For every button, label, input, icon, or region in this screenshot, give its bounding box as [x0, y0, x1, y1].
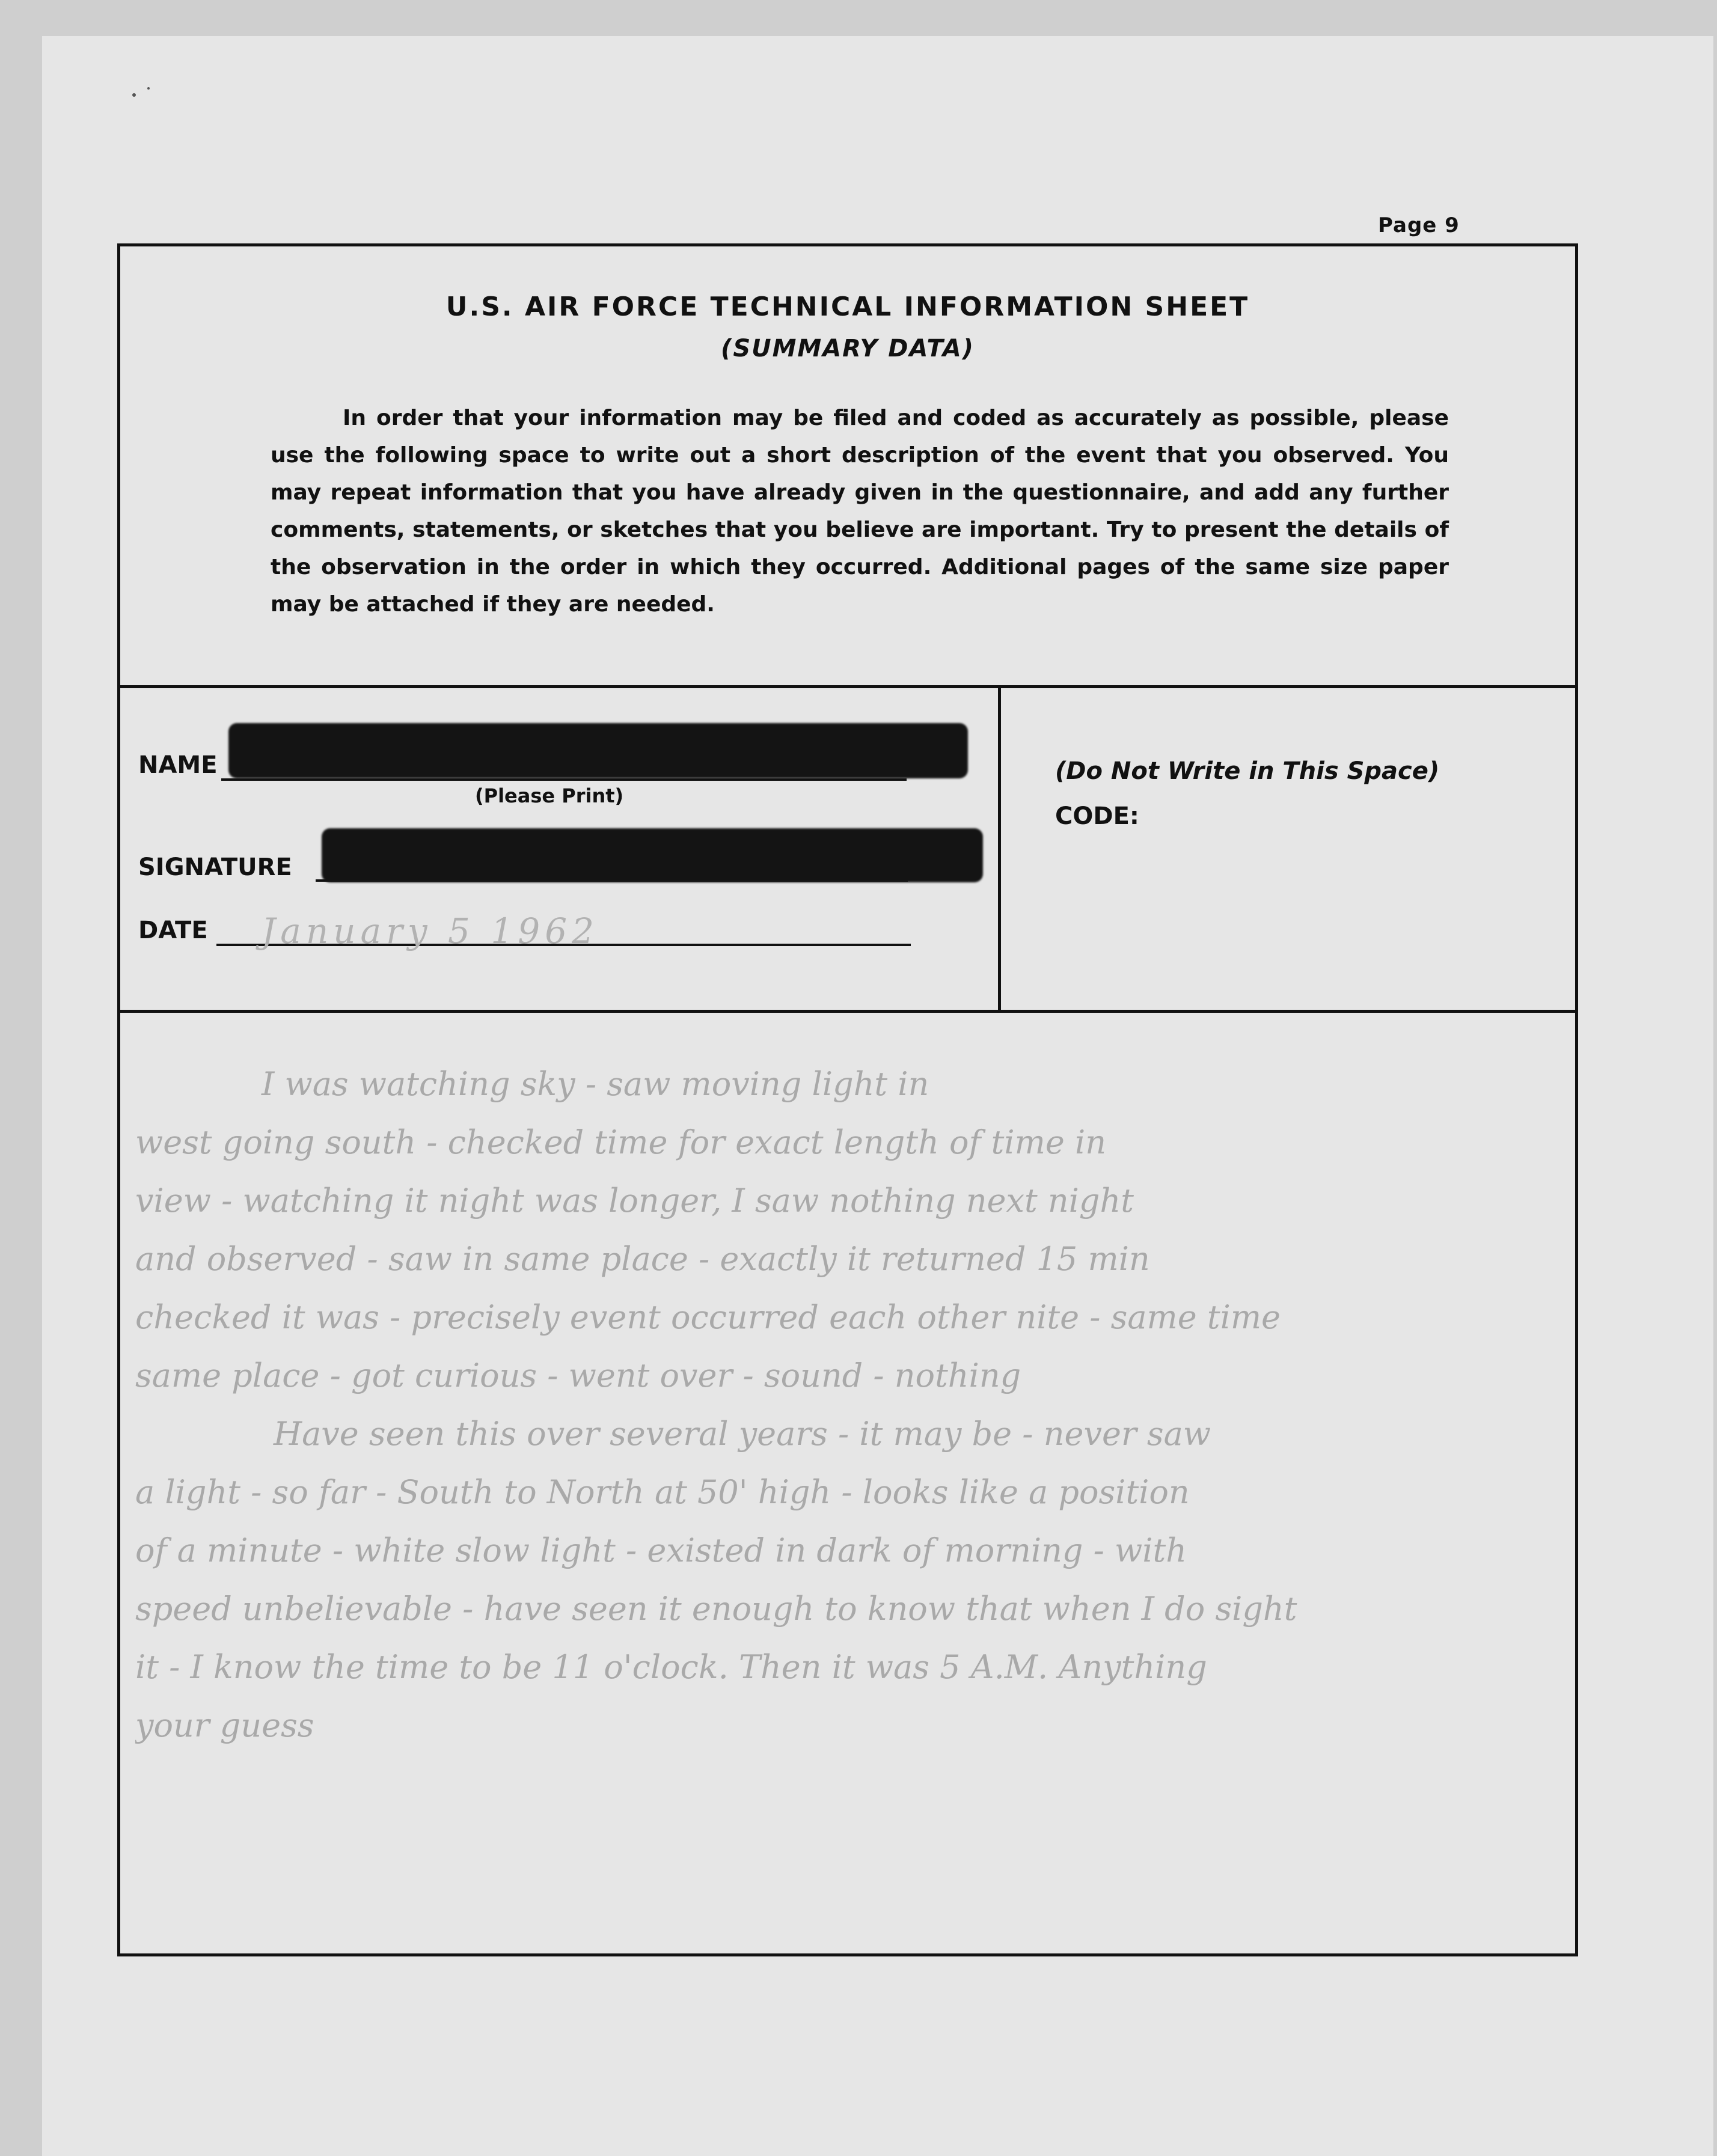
narrative-line: checked it was - precisely event occurred each other nite - same time [135, 1298, 1281, 1336]
form-subtitle: (SUMMARY DATA) [721, 335, 975, 362]
narrative-line: I was watching sky - saw moving light in [262, 1065, 929, 1103]
name-redaction [228, 723, 968, 778]
instructions-paragraph: In order that your information may be filed and coded as accurately as possible, please use the following space to write out a short description of the event that you observed. You may repeat information that you have already given in the questionnaire, and add any further comments, statements, or sketches that you believe are important. Try to present the details of the observation in the order in which they occurred. Additional pages of the same size paper may be attached if they are needed. [271, 406, 1449, 617]
signature-redaction [322, 828, 983, 882]
narrative-line: of a minute - white slow light - existed in dark of morning - with [135, 1531, 1187, 1569]
please-print-label: (Please Print) [475, 784, 624, 807]
narrative-line: and observed - saw in same place - exactly it returned 15 min [135, 1240, 1150, 1278]
form-title: U.S. AIR FORCE TECHNICAL INFORMATION SHEET [445, 292, 1250, 322]
narrative-line: west going south - checked time for exact length of time in [135, 1123, 1107, 1161]
name-line [221, 778, 907, 781]
dust-speck [132, 93, 136, 97]
narrative-line: it - I know the time to be 11 o'clock. Then it was 5 A.M. Anything [135, 1648, 1207, 1686]
narrative-line: same place - got curious - went over - sound - nothing [135, 1357, 1021, 1394]
date-value: January 5 1962 [262, 911, 599, 951]
narrative-line: view - watching it night was longer, I saw nothing next night [135, 1182, 1134, 1220]
date-label: DATE [138, 917, 208, 944]
office-use-divider [998, 685, 1001, 1013]
narrative-line: your guess [135, 1706, 314, 1744]
dust-speck [147, 87, 150, 90]
handwritten-narrative [135, 1055, 1566, 1754]
narrative-line: Have seen this over several years - it may be - never saw [274, 1415, 1211, 1453]
narrative-line: a light - so far - South to North at 50' high - looks like a position [135, 1473, 1190, 1511]
office-use-note: (Do Not Write in This Space) [1055, 757, 1440, 785]
fields-divider [120, 1010, 1575, 1013]
signature-label: SIGNATURE [138, 854, 292, 881]
narrative-line: speed unbelievable - have seen it enough to know that when I do sight [135, 1590, 1297, 1628]
page-number: Page 9 [1378, 213, 1460, 237]
header-divider [120, 685, 1575, 688]
name-label: NAME [138, 751, 218, 779]
code-label: CODE: [1055, 802, 1139, 830]
information-sheet-form [117, 243, 1578, 1956]
